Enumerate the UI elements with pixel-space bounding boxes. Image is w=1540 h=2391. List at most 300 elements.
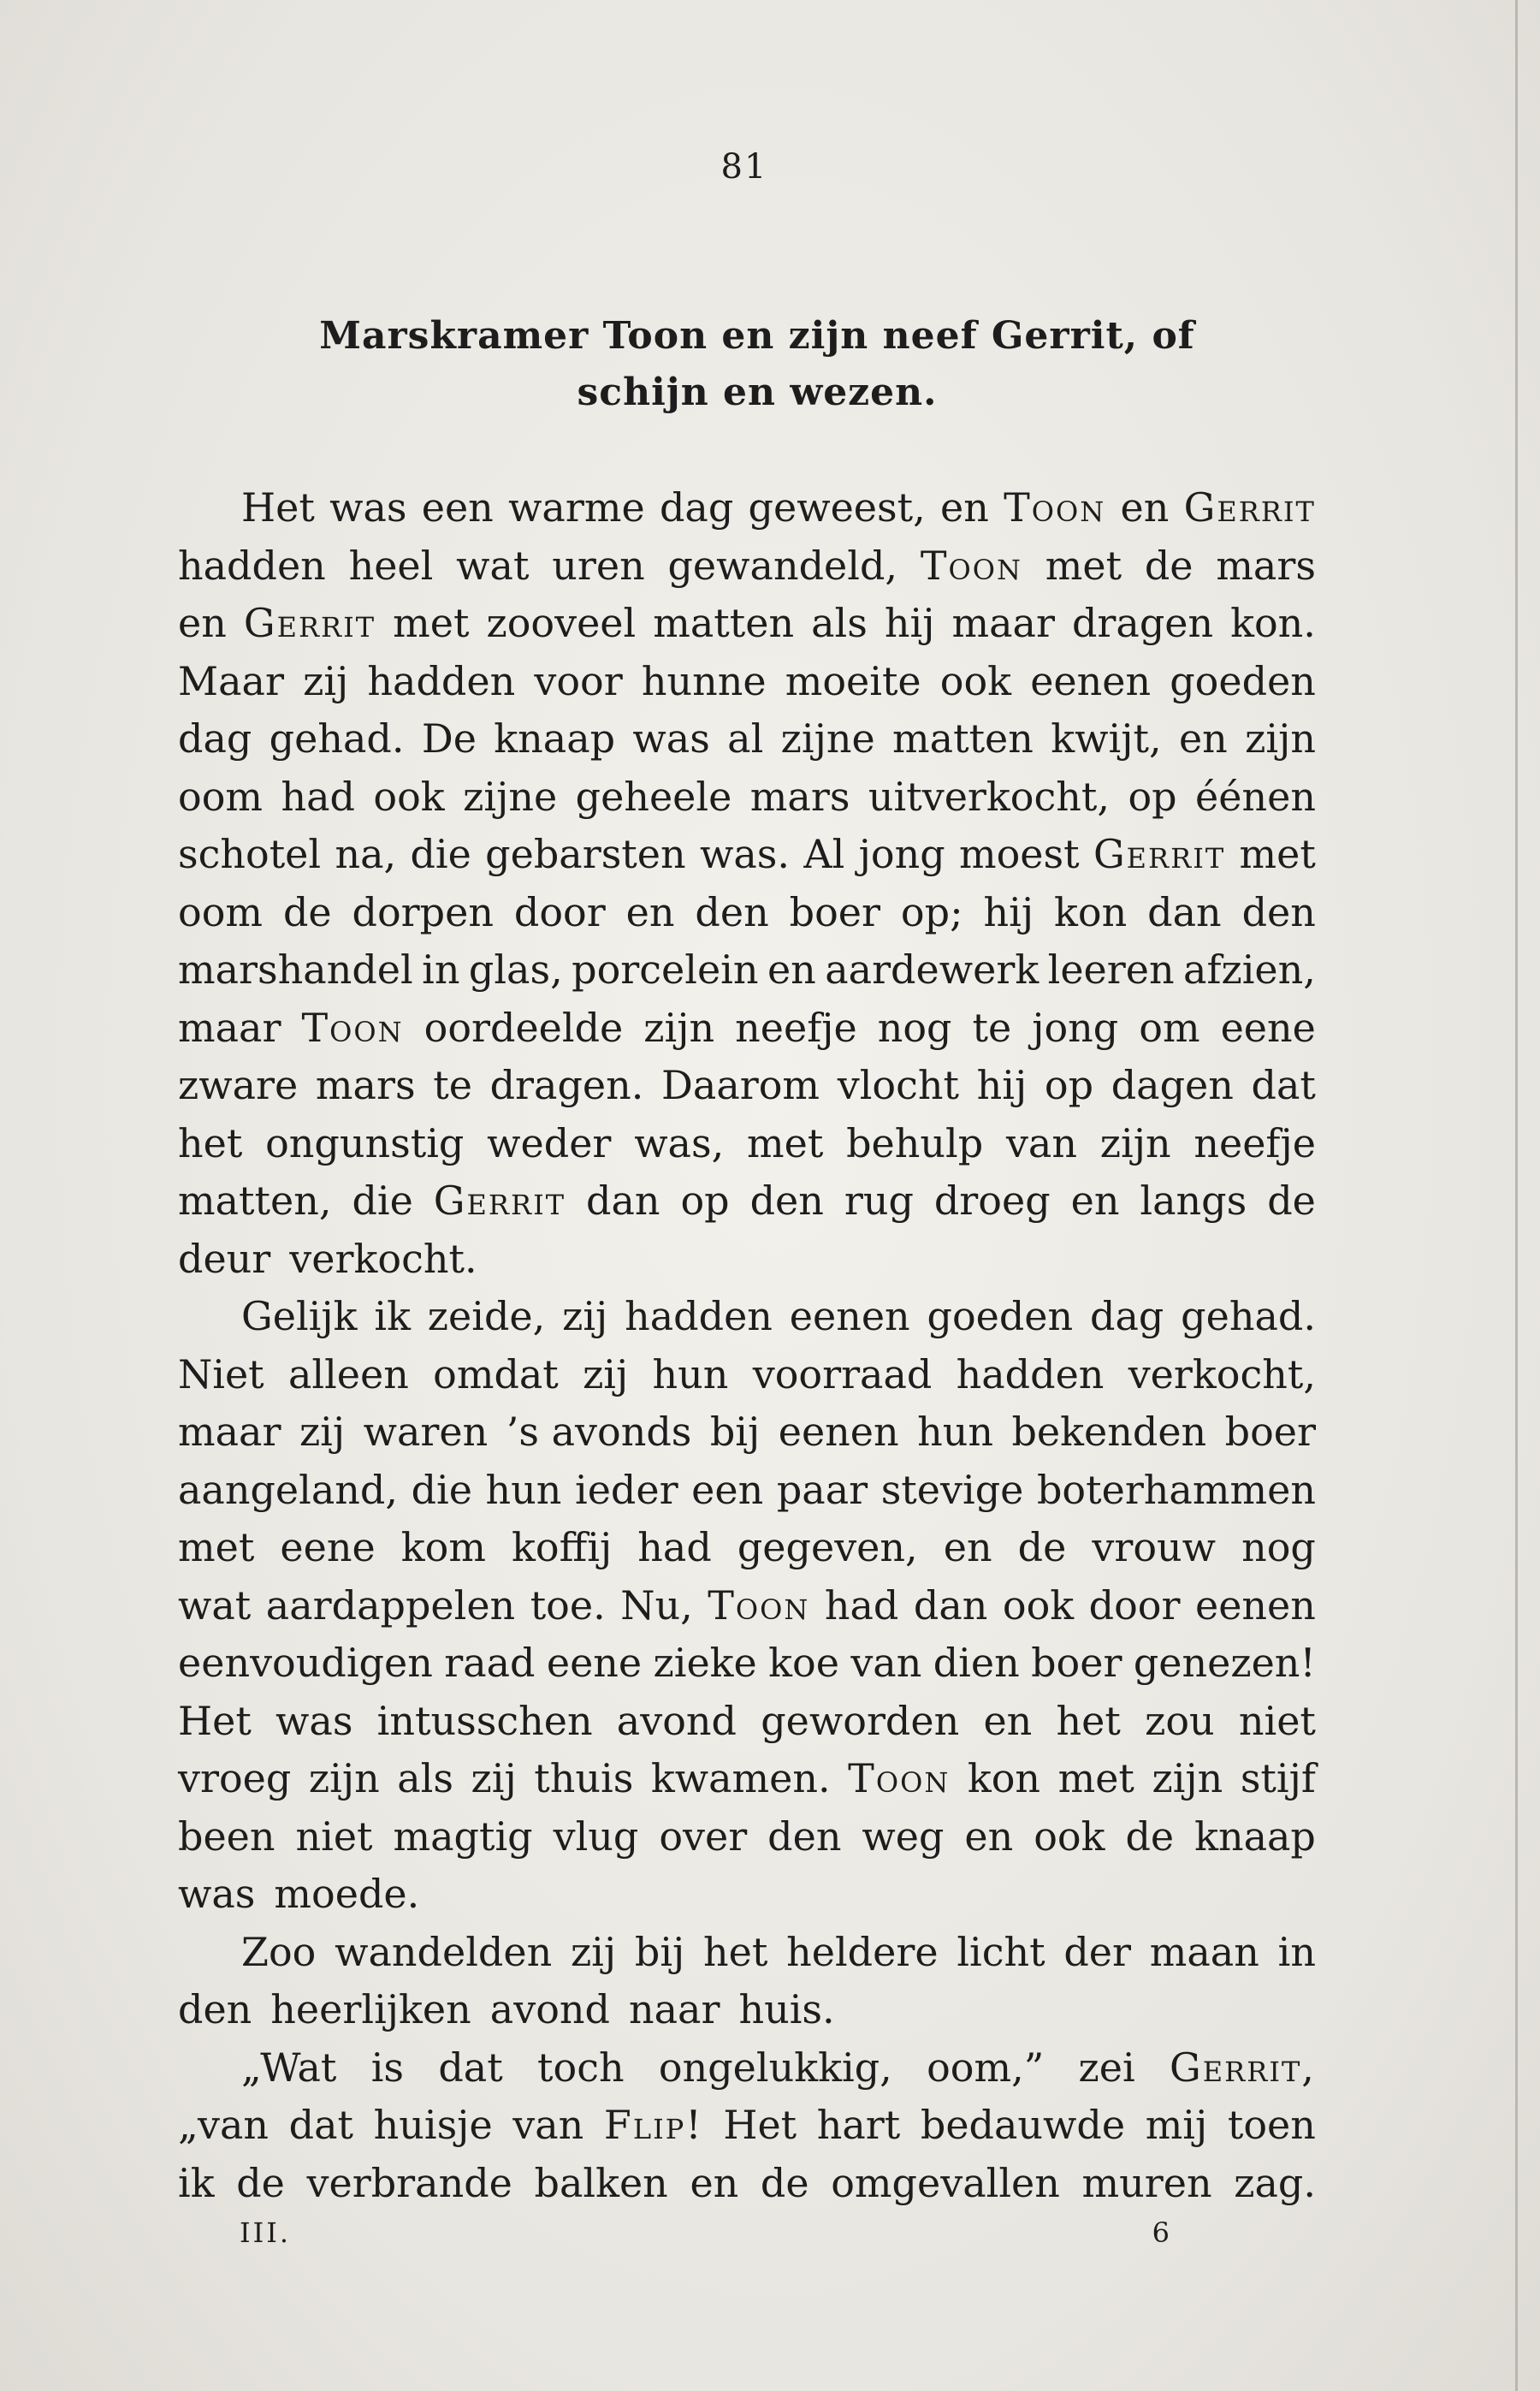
word: dagen: [1111, 1062, 1234, 1108]
word: dan: [586, 1178, 660, 1224]
word: zeide,: [427, 1293, 546, 1339]
word: door: [513, 888, 606, 935]
word: jong: [858, 831, 945, 877]
word: boterhammen: [1036, 1466, 1316, 1513]
text-line: [178, 595, 1316, 653]
word: hun: [652, 1350, 729, 1397]
word: ook: [373, 773, 445, 820]
word: het: [1056, 1697, 1121, 1744]
text-line: [178, 1519, 1316, 1577]
word: warme: [508, 484, 645, 531]
word: den: [178, 1986, 252, 2032]
word: oom: [178, 888, 264, 935]
text-line: [178, 1057, 1316, 1115]
word: mij: [1145, 2102, 1208, 2148]
chapter-title: [205, 308, 1309, 421]
word: oordeelde: [424, 1004, 624, 1051]
word: met: [1239, 831, 1316, 877]
word: zag.: [1234, 2159, 1316, 2206]
word: een: [421, 484, 494, 531]
word: hij: [983, 888, 1034, 935]
word: matten,: [178, 1178, 332, 1224]
word: „Wat: [241, 2044, 337, 2091]
word: hun: [485, 1466, 562, 1513]
word: en: [964, 1813, 1014, 1860]
word: toe.: [530, 1581, 606, 1629]
word: met: [178, 1524, 255, 1570]
word: matten: [653, 600, 795, 646]
word: eenen: [1030, 657, 1152, 704]
word: het: [178, 1119, 243, 1166]
word: ik: [374, 1293, 411, 1339]
word: avond: [489, 1986, 610, 2032]
word: vlug: [553, 1813, 639, 1860]
page-footer: [240, 2216, 1172, 2249]
text-line: [178, 1172, 1316, 1231]
word: waren: [363, 1409, 489, 1455]
word: zij: [570, 1928, 617, 1975]
word: had: [637, 1524, 712, 1570]
word: voor: [534, 657, 623, 704]
word: zijn: [308, 1755, 380, 1801]
word: eene: [546, 1640, 643, 1686]
word: op: [1128, 773, 1177, 820]
word: dag: [659, 484, 734, 531]
word: geheele: [575, 773, 732, 820]
word: gewandeld,: [667, 542, 898, 589]
word: koe: [768, 1640, 839, 1686]
word: had: [824, 1581, 899, 1629]
word: zij: [562, 1293, 608, 1339]
word: gehad.: [1181, 1293, 1316, 1339]
text-line: [178, 884, 1316, 942]
text-line: [178, 653, 1316, 711]
word: is: [370, 2044, 405, 2091]
word: Het: [723, 2102, 797, 2148]
word: en: [625, 888, 675, 935]
word: hij: [884, 600, 935, 646]
word: had: [281, 773, 355, 820]
word: avond: [616, 1697, 737, 1744]
word: Gerrit: [1183, 484, 1316, 531]
word: was: [275, 1697, 353, 1744]
word: en: [178, 600, 227, 646]
word: Toon: [920, 542, 1022, 589]
word: matten: [892, 715, 1034, 762]
body-text: [178, 479, 1316, 2212]
text-line: [178, 479, 1316, 537]
word: aangeland,: [178, 1466, 398, 1513]
word: aardewerk: [825, 946, 1040, 993]
word: te: [972, 1004, 1012, 1051]
word: maar: [178, 1004, 281, 1051]
word: Daarom: [661, 1062, 820, 1108]
word: boer: [1224, 1409, 1316, 1455]
word: die: [411, 1466, 472, 1513]
text-line: [178, 768, 1316, 827]
word: in: [1277, 1928, 1316, 1975]
text-line: [178, 2039, 1316, 2097]
text-line: [178, 826, 1316, 884]
word: ongunstig: [265, 1119, 465, 1166]
text-line: [178, 1635, 1316, 1693]
word: ook: [939, 657, 1012, 704]
word: porcelein: [572, 946, 759, 993]
word: vroeg: [178, 1755, 292, 1801]
word: heel: [348, 542, 434, 589]
word: dan: [913, 1581, 988, 1629]
word: weg: [862, 1813, 945, 1860]
word: en: [690, 2159, 739, 2206]
word: eenen: [1194, 1581, 1316, 1629]
word: en: [1120, 484, 1170, 531]
page-number: 81: [720, 147, 768, 187]
word: huis.: [738, 1986, 835, 2032]
word: dag: [178, 715, 252, 762]
text-line: [178, 1693, 1316, 1751]
word: over: [659, 1813, 748, 1860]
text-line: [178, 2155, 1316, 2213]
word: bedauwde: [920, 2102, 1126, 2148]
text-line: [178, 1808, 1316, 1866]
word: op;: [900, 888, 963, 935]
word: zou: [1145, 1697, 1215, 1744]
word: boer: [789, 888, 880, 935]
word: en: [767, 946, 816, 993]
word: wat: [456, 542, 530, 589]
word: moest: [958, 831, 1080, 877]
word: niet: [1238, 1697, 1316, 1744]
word: en: [1178, 715, 1228, 762]
word: met: [1057, 1755, 1134, 1801]
word: verkocht,: [1128, 1350, 1316, 1397]
word: eene: [280, 1524, 376, 1570]
word: ik: [178, 2159, 215, 2206]
word: hun: [917, 1409, 994, 1455]
word: den: [767, 1813, 842, 1860]
word: Het: [241, 484, 315, 531]
word: paar: [776, 1466, 868, 1513]
text-line: [178, 1981, 1316, 2039]
word: de: [236, 2159, 285, 2206]
word: de: [1144, 542, 1194, 589]
word: dien: [933, 1640, 1020, 1686]
word: ook: [1002, 1581, 1075, 1629]
word: mars: [1216, 542, 1316, 589]
word: maar: [178, 1409, 281, 1455]
word: goeden: [1170, 657, 1316, 704]
word: toch: [537, 2044, 625, 2091]
word: heldere: [786, 1928, 939, 1975]
word: eene: [1220, 1004, 1316, 1051]
word: koffij: [512, 1524, 613, 1570]
word: voorraad: [752, 1350, 933, 1397]
word: weder: [487, 1119, 612, 1166]
word: te: [433, 1062, 472, 1108]
word: na,: [335, 831, 397, 877]
word: zijn: [1152, 1755, 1223, 1801]
word: droeg: [933, 1178, 1051, 1224]
word: gebarsten: [485, 831, 686, 877]
word: maar: [951, 600, 1055, 646]
word: verkocht.: [289, 1235, 477, 1282]
word: van: [1005, 1119, 1077, 1166]
word: der: [1063, 1928, 1132, 1975]
word: hadden: [367, 657, 516, 704]
word: Gerrit: [1093, 831, 1226, 877]
word: met: [1045, 542, 1122, 589]
word: een: [691, 1466, 764, 1513]
word: Maar: [178, 657, 284, 704]
word: met: [393, 600, 470, 646]
word: kon.: [1230, 600, 1316, 646]
word: bij: [634, 1928, 685, 1975]
word: den: [749, 1178, 824, 1224]
word: kon: [1054, 888, 1128, 935]
word: boer: [1031, 1640, 1122, 1686]
word: ook: [1034, 1813, 1105, 1860]
word: de: [1017, 1524, 1067, 1570]
word: zij: [471, 1755, 517, 1801]
word: magtig: [393, 1813, 533, 1860]
word: de: [282, 888, 332, 935]
word: bij: [709, 1409, 761, 1455]
word: zei: [1078, 2044, 1135, 2091]
word: knaap: [494, 715, 616, 762]
word: niet: [295, 1813, 373, 1860]
word: vlocht: [837, 1062, 959, 1108]
text-line: [178, 2097, 1316, 2155]
word: langs: [1140, 1178, 1247, 1224]
word: hunne: [641, 657, 767, 704]
text-line: [178, 1346, 1316, 1404]
word: omgevallen: [831, 2159, 1060, 2206]
word: Gerrit: [243, 600, 376, 646]
word: uren: [552, 542, 645, 589]
word: de: [1267, 1178, 1316, 1224]
word: mars: [315, 1062, 416, 1108]
word: dat: [1251, 1062, 1316, 1108]
text-line: [178, 1750, 1316, 1808]
word: intusschen: [376, 1697, 593, 1744]
word: Gerrit: [433, 1178, 566, 1224]
word: Gelijk: [241, 1293, 358, 1339]
word: Zoo: [241, 1928, 317, 1975]
word: kon: [967, 1755, 1041, 1801]
word: verbrande: [306, 2159, 512, 2206]
word: dag: [1090, 1293, 1164, 1339]
word: oom: [178, 773, 264, 820]
word: raad: [444, 1640, 536, 1686]
word: die: [352, 1178, 413, 1224]
word: maan: [1149, 1928, 1259, 1975]
word: die: [410, 831, 471, 877]
word: balken: [534, 2159, 668, 2206]
word: den: [1241, 888, 1316, 935]
word: op: [1044, 1062, 1094, 1108]
text-line: [178, 1231, 1316, 1289]
word: door: [1088, 1581, 1181, 1629]
text-line: [178, 941, 1316, 1000]
word: was: [178, 1871, 256, 1917]
word: kom: [400, 1524, 486, 1570]
word: dragen: [1071, 600, 1214, 646]
word: nog: [877, 1004, 952, 1051]
word: bekenden: [1011, 1409, 1207, 1455]
word: geweest,: [748, 484, 926, 531]
word: neefje: [735, 1004, 857, 1051]
word: zijn: [1099, 1119, 1171, 1166]
word: wandelden: [335, 1928, 553, 1975]
word: hadden: [956, 1350, 1105, 1397]
word: been: [178, 1813, 275, 1860]
word: zijn: [643, 1004, 715, 1051]
word: hij: [976, 1062, 1028, 1108]
word: toen: [1227, 2102, 1316, 2148]
word: hadden: [178, 542, 326, 589]
word: Nu,: [620, 1581, 693, 1629]
word: naar: [628, 1986, 720, 2032]
word: als: [397, 1755, 453, 1801]
word: was: [329, 484, 407, 531]
word: schotel: [178, 831, 322, 877]
word: eenvoudigen: [178, 1640, 433, 1686]
word: Toon: [1004, 484, 1106, 531]
word: Toon: [848, 1755, 951, 1801]
word: de: [1125, 1813, 1175, 1860]
word: vrouw: [1092, 1524, 1217, 1570]
word: uitverkocht,: [868, 773, 1110, 820]
word: nog: [1241, 1524, 1316, 1570]
word: éénen: [1195, 773, 1316, 820]
word: Toon: [708, 1581, 810, 1629]
word: zware: [178, 1062, 299, 1108]
word: De: [421, 715, 477, 762]
word: Het: [178, 1697, 252, 1744]
word: van: [512, 2102, 584, 2148]
signature-number: 6: [1152, 2216, 1172, 2249]
word: eenen: [778, 1409, 899, 1455]
word: stijf: [1240, 1755, 1316, 1801]
word: rug: [844, 1178, 914, 1224]
word: zij: [583, 1350, 629, 1397]
word: Gerrit,: [1170, 2044, 1316, 2091]
word: thuis: [534, 1755, 634, 1801]
word: was.: [699, 831, 791, 877]
word: van: [850, 1640, 922, 1686]
text-line: [178, 1115, 1316, 1173]
word: het: [703, 1928, 768, 1975]
word: geworden: [761, 1697, 960, 1744]
word: was: [632, 715, 710, 762]
word: wat: [178, 1581, 252, 1629]
word: ongelukkig,: [658, 2044, 892, 2091]
word: marshandel: [178, 946, 413, 993]
word: muren: [1081, 2159, 1212, 2206]
word: zooveel: [486, 600, 637, 646]
word: Toon: [301, 1004, 404, 1051]
word: alleen: [287, 1350, 409, 1397]
word: ieder: [575, 1466, 678, 1513]
word: goeden: [927, 1293, 1074, 1339]
word: oom,”: [927, 2044, 1045, 2091]
word: Al: [803, 831, 845, 877]
word: heerlijken: [270, 1986, 471, 2032]
word: dat: [438, 2044, 503, 2091]
word: behulp: [846, 1119, 984, 1166]
word: zijn: [1245, 715, 1316, 762]
word: zieke: [653, 1640, 757, 1686]
word: kwamen.: [650, 1755, 831, 1801]
word: zij: [303, 657, 349, 704]
word: in: [422, 946, 460, 993]
word: met: [746, 1119, 824, 1166]
text-line: [178, 1403, 1316, 1462]
text-line: [178, 1462, 1316, 1520]
chapter-title-line-1: Marskramer Toon en zijn neef Gerrit, of: [319, 314, 1195, 358]
word: de: [760, 2159, 809, 2206]
word: knaap: [1194, 1813, 1316, 1860]
word: „van: [178, 2102, 270, 2148]
text-line: [178, 1577, 1316, 1635]
word: glas,: [468, 946, 563, 993]
text-line: [178, 710, 1316, 768]
word: gegeven,: [737, 1524, 918, 1570]
word: huisje: [373, 2102, 493, 2148]
word: moeite: [785, 657, 921, 704]
text-line: [178, 537, 1316, 596]
word: zijne: [780, 715, 875, 762]
word: jong: [1032, 1004, 1119, 1051]
word: zij: [299, 1409, 346, 1455]
word: leeren: [1047, 946, 1175, 993]
word: ’s avonds: [506, 1409, 692, 1455]
word: dragen.: [489, 1062, 644, 1108]
word: neefje: [1194, 1119, 1316, 1166]
word: omdat: [433, 1350, 559, 1397]
word: dan: [1147, 888, 1222, 935]
chapter-title-line-2: schijn en wezen.: [577, 371, 938, 414]
word: aardappelen: [265, 1581, 516, 1629]
word: en: [939, 484, 989, 531]
text-line: [178, 1924, 1316, 1982]
word: Niet: [178, 1350, 264, 1397]
word: als: [811, 600, 868, 646]
text-line: [178, 1000, 1316, 1058]
word: genezen!: [1133, 1640, 1316, 1686]
text-line: [178, 1288, 1316, 1346]
word: en: [983, 1697, 1033, 1744]
word: dorpen: [352, 888, 494, 935]
word: hadden: [625, 1293, 773, 1339]
text-line: [178, 1866, 1316, 1924]
word: gehad.: [269, 715, 405, 762]
word: om: [1139, 1004, 1200, 1051]
word: deur: [178, 1235, 271, 1282]
word: al: [727, 715, 764, 762]
word: stevige: [880, 1466, 1024, 1513]
word: mars: [749, 773, 850, 820]
word: den: [695, 888, 769, 935]
word: eenen: [789, 1293, 910, 1339]
word: dat: [288, 2102, 354, 2148]
word: moede.: [274, 1871, 420, 1917]
word: en: [1070, 1178, 1120, 1224]
word: op: [680, 1178, 730, 1224]
word: zijne: [463, 773, 558, 820]
word: hart: [816, 2102, 901, 2148]
word: afzien,: [1183, 946, 1316, 993]
